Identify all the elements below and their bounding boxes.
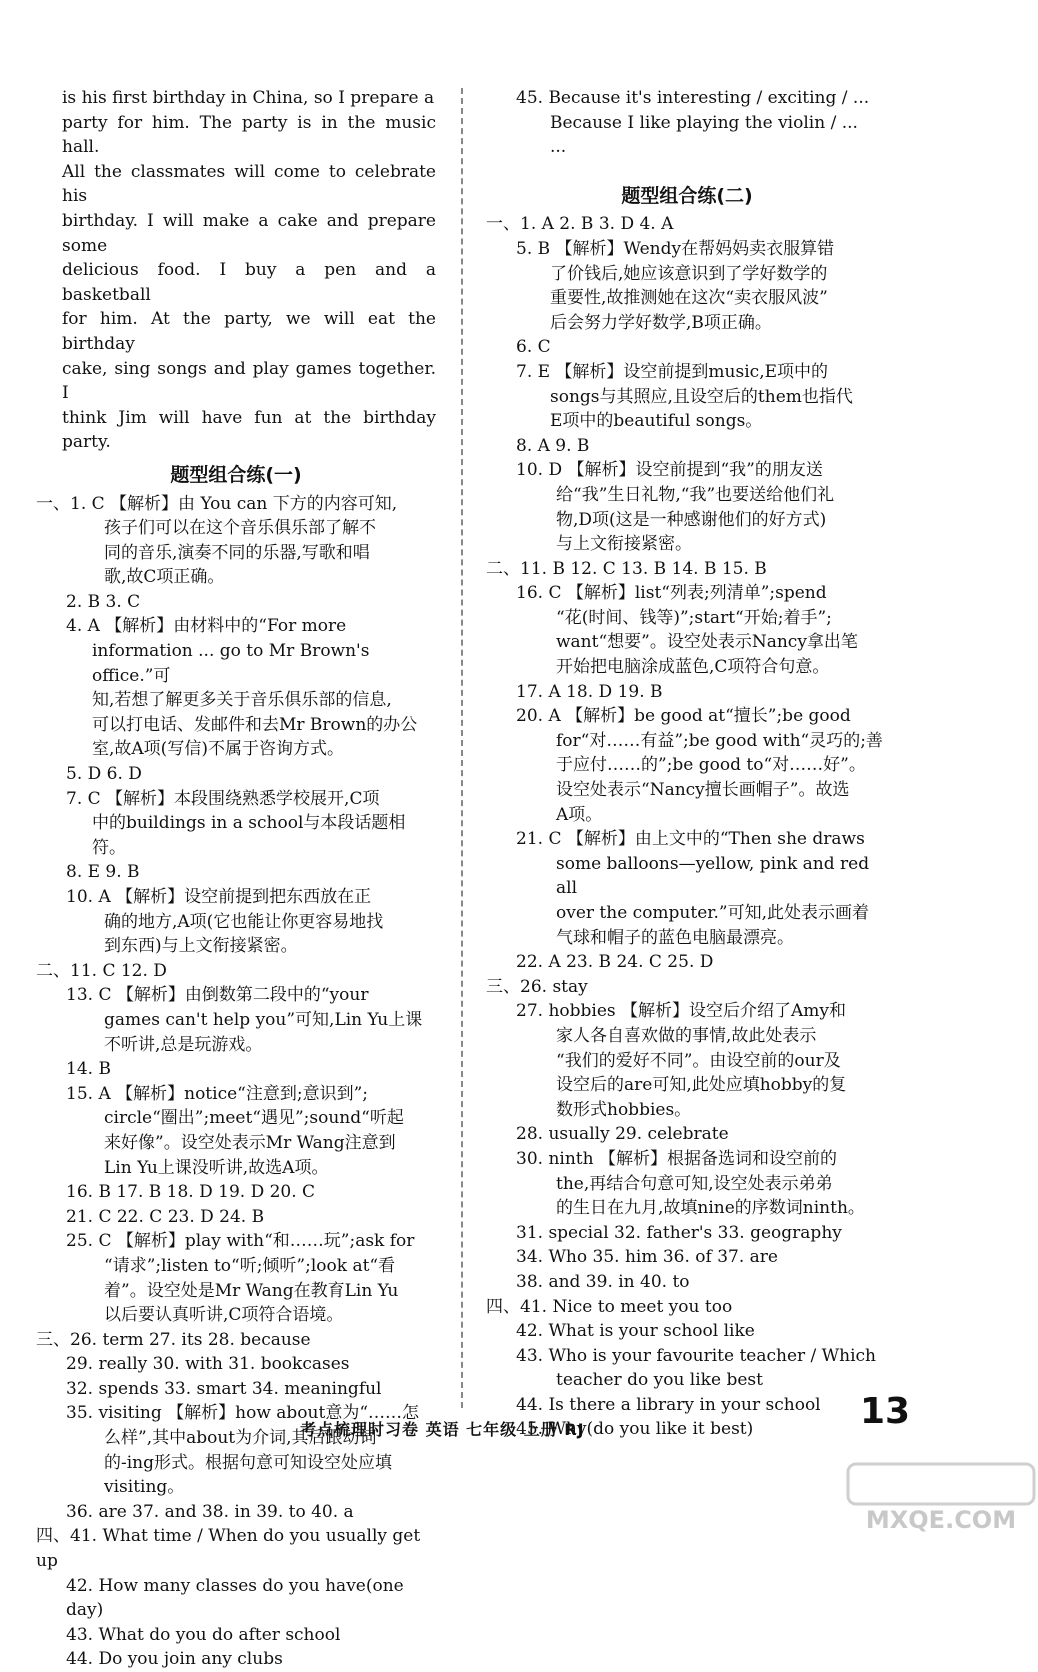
answer-line: 孩子们可以在这个音乐俱乐部了解不	[36, 516, 436, 541]
answer-line: 38. and 39. in 40. to	[486, 1270, 888, 1295]
answer-line: circle“圈出”;meet“遇见”;sound“听起	[36, 1106, 436, 1131]
answer-line: 四、41. Nice to meet you too	[486, 1295, 888, 1320]
section-heading-1: 题型组合练(一)	[36, 463, 436, 488]
page-number: 13	[860, 1400, 910, 1425]
answer-line: 气球和帽子的蓝色电脑最漂亮。	[486, 926, 888, 951]
answer-line: 确的地方,A项(它也能让你更容易地找	[36, 910, 436, 935]
essay-line: All the classmates will come to celebrate his	[62, 160, 436, 209]
answer-line: 4. A 【解析】由材料中的“For more	[36, 614, 436, 639]
essay-line: is his first birthday in China, so I prepare a	[62, 86, 436, 111]
right-column	[486, 86, 888, 1442]
answer-line: 43. What do you do after school	[36, 1623, 436, 1648]
answer-line: 一、1. A 2. B 3. D 4. A	[486, 212, 888, 237]
answer-line: 44. Is there a library in your school	[486, 1393, 888, 1418]
answer-line: 14. B	[36, 1057, 436, 1082]
answer-line: 设空后的are可知,此处应填hobby的复	[486, 1073, 888, 1098]
answer-line: want“想要”。设空处表示Nancy拿出笔	[486, 630, 888, 655]
answer-line: 42. How many classes do you have(one day)	[36, 1574, 436, 1623]
answer-list-1	[36, 492, 436, 1672]
answer-line: 45. Because it's interesting / exciting / ...	[486, 86, 888, 111]
answer-line: 28. usually 29. celebrate	[486, 1122, 888, 1147]
watermark-text: MXQE.COM	[866, 1506, 1016, 1534]
answer-line: 15. A 【解析】notice“注意到;意识到”;	[36, 1082, 436, 1107]
answer-line: 13. C 【解析】由倒数第二段中的“your	[36, 983, 436, 1008]
section-heading-2: 题型组合练(二)	[486, 184, 888, 209]
answer-line: 歌,故C项正确。	[36, 565, 436, 590]
answer-line: 物,D项(这是一种感谢他们的好方式)	[486, 508, 888, 533]
answer-line: 三、26. term 27. its 28. because	[36, 1328, 436, 1353]
answer-line: over the computer.”可知,此处表示画着	[486, 901, 888, 926]
answer-line: 42. What is your school like	[486, 1319, 888, 1344]
essay-line: think Jim will have fun at the birthday party.	[62, 406, 436, 455]
answer-line: 6. C	[486, 335, 888, 360]
answer-line: 5. B 【解析】Wendy在帮妈妈卖衣服算错	[486, 237, 888, 262]
answer-line: 于应付……的”;be good to“对……好”。	[486, 753, 888, 778]
essay-line: delicious food. I buy a pen and a basketball	[62, 258, 436, 307]
answer-line: 17. A 18. D 19. B	[486, 680, 888, 705]
answer-line: “我们的爱好不同”。由设空前的our及	[486, 1049, 888, 1074]
answer-line: 29. really 30. with 31. bookcases	[36, 1352, 436, 1377]
answer-line: 7. C 【解析】本段围绕熟悉学校展开,C项	[36, 787, 436, 812]
answer-line: 知,若想了解更多关于音乐俱乐部的信息,	[36, 688, 436, 713]
answer-line: 10. A 【解析】设空前提到把东西放在正	[36, 885, 436, 910]
answer-line: 开始把电脑涂成蓝色,C项符合句意。	[486, 655, 888, 680]
answer-line: 43. Who is your favourite teacher / Which	[486, 1344, 888, 1369]
answer-line: 2. B 3. C	[36, 590, 436, 615]
answer-line: 设空处表示“Nancy擅长画帽子”。故选	[486, 778, 888, 803]
answer-line: 36. are 37. and 38. in 39. to 40. a	[36, 1500, 436, 1525]
answer-line: 了价钱后,她应该意识到了学好数学的	[486, 262, 888, 287]
column-divider	[461, 88, 463, 1408]
answer-line: 21. C 22. C 23. D 24. B	[36, 1205, 436, 1230]
answer-line: 32. spends 33. smart 34. meaningful	[36, 1377, 436, 1402]
answer-line: 45. Why(do you like it best)	[486, 1417, 888, 1442]
answer-line: ...	[486, 135, 888, 160]
answer-line: 数形式hobbies。	[486, 1098, 888, 1123]
answer-line: 22. A 23. B 24. C 25. D	[486, 950, 888, 975]
answer-line: 中的buildings in a school与本段话题相符。	[36, 811, 436, 860]
answer-line: 16. B 17. B 18. D 19. D 20. C	[36, 1180, 436, 1205]
essay-line: birthday. I will make a cake and prepare some	[62, 209, 436, 258]
essay-line: cake, sing songs and play games together. I	[62, 357, 436, 406]
answer-line: the,再结合句意可知,设空处表示弟弟	[486, 1172, 888, 1197]
answer-line: Because I like playing the violin / ...	[486, 111, 888, 136]
answer-line: 重要性,故推测她在这次“卖衣服风波”	[486, 286, 888, 311]
answer-line: some balloons—yellow, pink and red all	[486, 852, 888, 901]
answer-line: information ... go to Mr Brown's office.”可	[36, 639, 436, 688]
answer-line: songs与其照应,且设空后的them也指代	[486, 385, 888, 410]
answer-line: 可以打电话、发邮件和去Mr Brown的办公	[36, 713, 436, 738]
answer-line: 家人各自喜欢做的事情,故此处表示	[486, 1024, 888, 1049]
answer-list-2	[486, 212, 888, 1442]
answer-line: “请求”;listen to“听;倾听”;look at“看	[36, 1254, 436, 1279]
answer-line: 25. C 【解析】play with“和……玩”;ask for	[36, 1229, 436, 1254]
essay-paragraph	[36, 86, 436, 455]
answer-line: 20. A 【解析】be good at“擅长”;be good	[486, 704, 888, 729]
answer-line: 27. hobbies 【解析】设空后介绍了Amy和	[486, 999, 888, 1024]
answer-line: 与上文衔接紧密。	[486, 532, 888, 557]
answer-line: 四、41. What time / When do you usually get up	[36, 1524, 436, 1573]
answer-line: 给“我”生日礼物,“我”也要送给他们礼	[486, 483, 888, 508]
answer-line: 二、11. B 12. C 13. B 14. B 15. B	[486, 557, 888, 582]
answer-line: 么样”,其中about为介词,其后跟动词	[36, 1426, 436, 1451]
answer-line: 5. D 6. D	[36, 762, 436, 787]
answer-continuation	[486, 86, 888, 160]
answer-line: 二、11. C 12. D	[36, 959, 436, 984]
answer-line: 7. E 【解析】设空前提到music,E项中的	[486, 360, 888, 385]
answer-line: “花(时间、钱等)”;start“开始;着手”;	[486, 606, 888, 631]
answer-watermark-logo-icon	[846, 1460, 1036, 1534]
answer-line: 35. visiting 【解析】how about意为“……怎	[36, 1401, 436, 1426]
answer-line: Lin Yu上课没听讲,故选A项。	[36, 1156, 436, 1181]
answer-line: 同的音乐,演奏不同的乐器,写歌和唱	[36, 541, 436, 566]
answer-line: visiting。	[36, 1475, 436, 1500]
answer-line: 后会努力学好数学,B项正确。	[486, 311, 888, 336]
essay-line: for him. At the party, we will eat the birthday	[62, 307, 436, 356]
answer-line: 着”。设空处是Mr Wang在教育Lin Yu	[36, 1279, 436, 1304]
footer-title: 考点梳理时习卷 英语 七年级 上册 RJ	[300, 1418, 585, 1443]
answer-line: 8. A 9. B	[486, 434, 888, 459]
answer-line: 室,故A项(写信)不属于咨询方式。	[36, 737, 436, 762]
answer-line: E项中的beautiful songs。	[486, 409, 888, 434]
answer-line: 30. ninth 【解析】根据备选词和设空前的	[486, 1147, 888, 1172]
answer-line: 以后要认真听讲,C项符合语境。	[36, 1303, 436, 1328]
essay-line: party for him. The party is in the music hall.	[62, 111, 436, 160]
answer-line: 的生日在九月,故填nine的序数词ninth。	[486, 1196, 888, 1221]
answer-line: 三、26. stay	[486, 975, 888, 1000]
answer-line: 一、1. C 【解析】由 You can 下方的内容可知,	[36, 492, 436, 517]
answer-line: 来好像”。设空处表示Mr Wang注意到	[36, 1131, 436, 1156]
answer-line: 8. E 9. B	[36, 860, 436, 885]
answer-line: 21. C 【解析】由上文中的“Then she draws	[486, 827, 888, 852]
answer-line: 不听讲,总是玩游戏。	[36, 1033, 436, 1058]
answer-line: teacher do you like best	[486, 1368, 888, 1393]
answer-line: 的-ing形式。根据句意可知设空处应填	[36, 1451, 436, 1476]
answer-line: 31. special 32. father's 33. geography	[486, 1221, 888, 1246]
answer-line: for“对……有益”;be good with“灵巧的;善	[486, 729, 888, 754]
answer-line: 到东西)与上文衔接紧密。	[36, 934, 436, 959]
answer-line: 16. C 【解析】list“列表;列清单”;spend	[486, 581, 888, 606]
answer-line: A项。	[486, 803, 888, 828]
answer-line: 44. Do you join any clubs	[36, 1647, 436, 1672]
answer-line: 10. D 【解析】设空前提到“我”的朋友送	[486, 458, 888, 483]
answer-line: 34. Who 35. him 36. of 37. are	[486, 1245, 888, 1270]
answer-line: games can't help you”可知,Lin Yu上课	[36, 1008, 436, 1033]
